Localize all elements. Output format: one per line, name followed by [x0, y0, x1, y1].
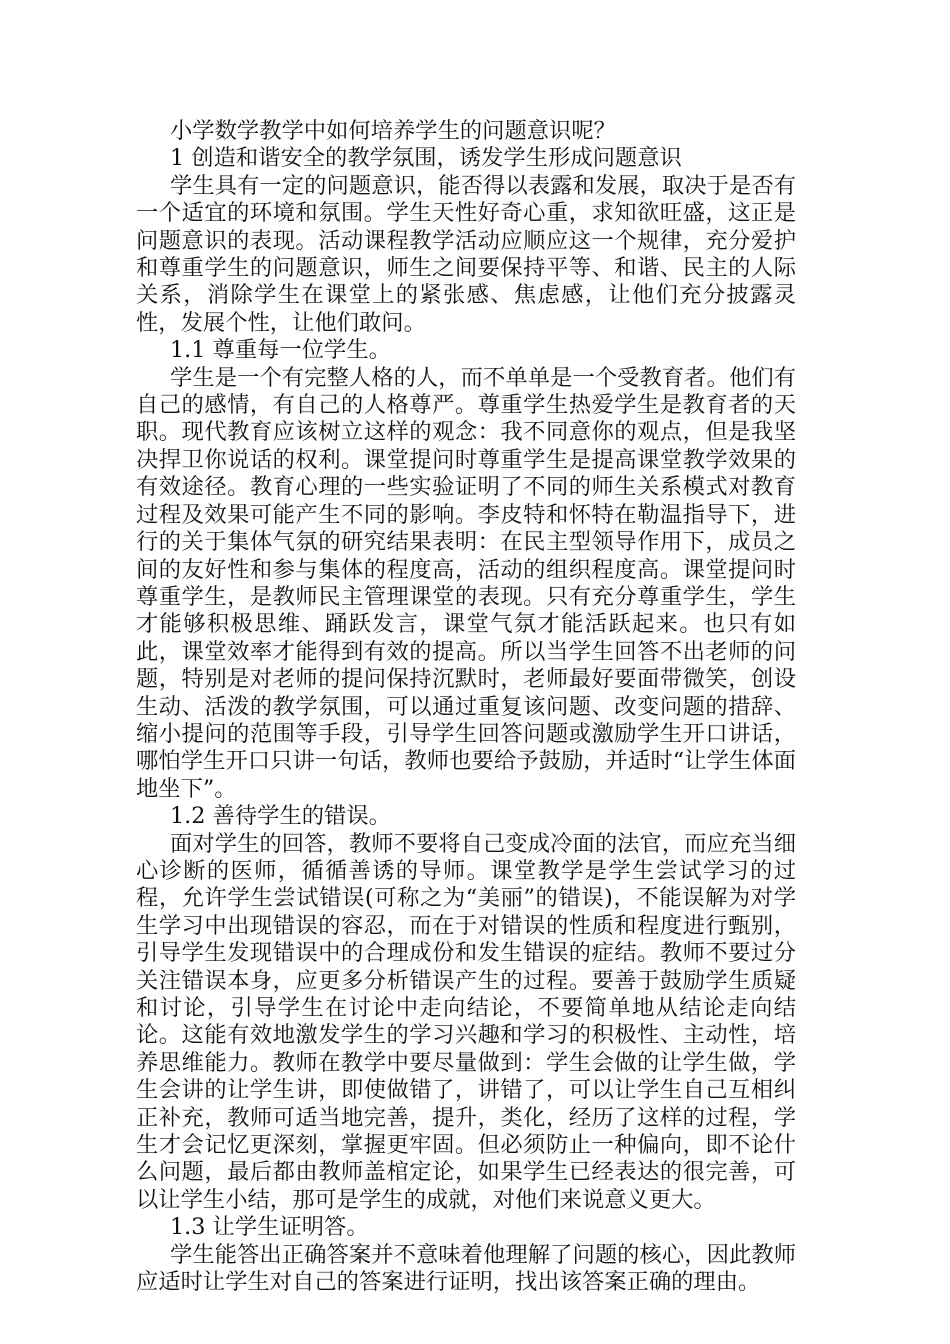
section-1-paragraph: 学生具有一定的问题意识，能否得以表露和发展，取决于是否有一个适宜的环境和氛围。学生天性好奇心重，求知欲旺盛，这正是问题意识的表现。活动课程教学活动应顺应这一个规律，充分爱护和尊重学生的问题意识，师生之间要保持平等、和谐、民主的人际关系，消除学生在课堂上的紧张感、焦虑感，让他们充分披露灵性，发展个性，让他们敢问。 [136, 172, 796, 336]
section-1-3-paragraph: 学生能答出正确答案并不意味着他理解了问题的核心，因此教师应适时让学生对自己的答案进行证明，找出该答案正确的理由。 [136, 1241, 796, 1296]
section-1-2-paragraph: 面对学生的回答，教师不要将自己变成冷面的法官，而应充当细心诊断的医师，循循善诱的导师。课堂教学是学生尝试学习的过程，允许学生尝试错误(可称之为“美丽”的错误)，不能误解为对学生学习中出现错误的容忍，而在于对错误的性质和程度进行甄别，引导学生发现错误中的合理成份和发生错误的症结。教师不要过分关注错误本身，应更多分析错误产生的过程。要善于鼓励学生质疑和讨论，引导学生在讨论中走向结论，不要简单地从结论走向结论。这能有效地激发学生的学习兴趣和学习的积极性、主动性，培养思维能力。教师在教学中要尽量做到：学生会做的让学生做，学生会讲的让学生讲，即使做错了，讲错了，可以让学生自己互相纠正补充，教师可适当地完善，提升，类化，经历了这样的过程，学生才会记忆更深刻，掌握更牢固。但必须防止一种偏向，即不论什么问题，最后都由教师盖棺定论，如果学生已经表达的很完善，可以让学生小结，那可是学生的成就，对他们来说意义更大。 [136, 830, 796, 1213]
document-title: 小学数学教学中如何培养学生的问题意识呢？ [170, 118, 616, 144]
section-1-1-heading: 1.1 尊重每一位学生。 [170, 337, 391, 364]
section-1-3-heading: 1.3 让学生证明答。 [170, 1214, 369, 1241]
section-1-2-heading: 1.2 善待学生的错误。 [170, 803, 391, 830]
section-1-1-paragraph: 学生是一个有完整人格的人，而不单单是一个受教育者。他们有自己的感情，有自己的人格尊严。尊重学生热爱学生是教育者的天职。现代教育应该树立这样的观念：我不同意你的观点，但是我坚决捍卫你说话的权利。课堂提问时尊重学生是提高课堂教学效果的有效途径。教育心理的一些实验证明了不同的师生关系模式对教育过程及效果可能产生不同的影响。李皮特和怀特在勒温指导下，进行的关于集体气氛的研究结果表明：在民主型领导作用下，成员之间的友好性和参与集体的程度高，活动的组织程度高。课堂提问时尊重学生，是教师民主管理课堂的表现。只有充分尊重学生，学生才能够积极思维、踊跃发言，课堂气氛才能活跃起来。也只有如此，课堂效率才能得到有效的提高。所以当学生回答不出老师的问题，特别是对老师的提问保持沉默时，老师最好要面带微笑，创设生动、活泼的教学氛围，可以通过重复该问题、改变问题的措辞、缩小提问的范围等手段，引导学生回答问题或激励学生开口讲话，哪怕学生开口只讲一句话，教师也要给予鼓励，并适时“让学生体面地坐下”。 [136, 364, 796, 802]
document-body [136, 118, 796, 1296]
section-1-heading: 1 创造和谐安全的教学氛围，诱发学生形成问题意识 [170, 145, 682, 172]
